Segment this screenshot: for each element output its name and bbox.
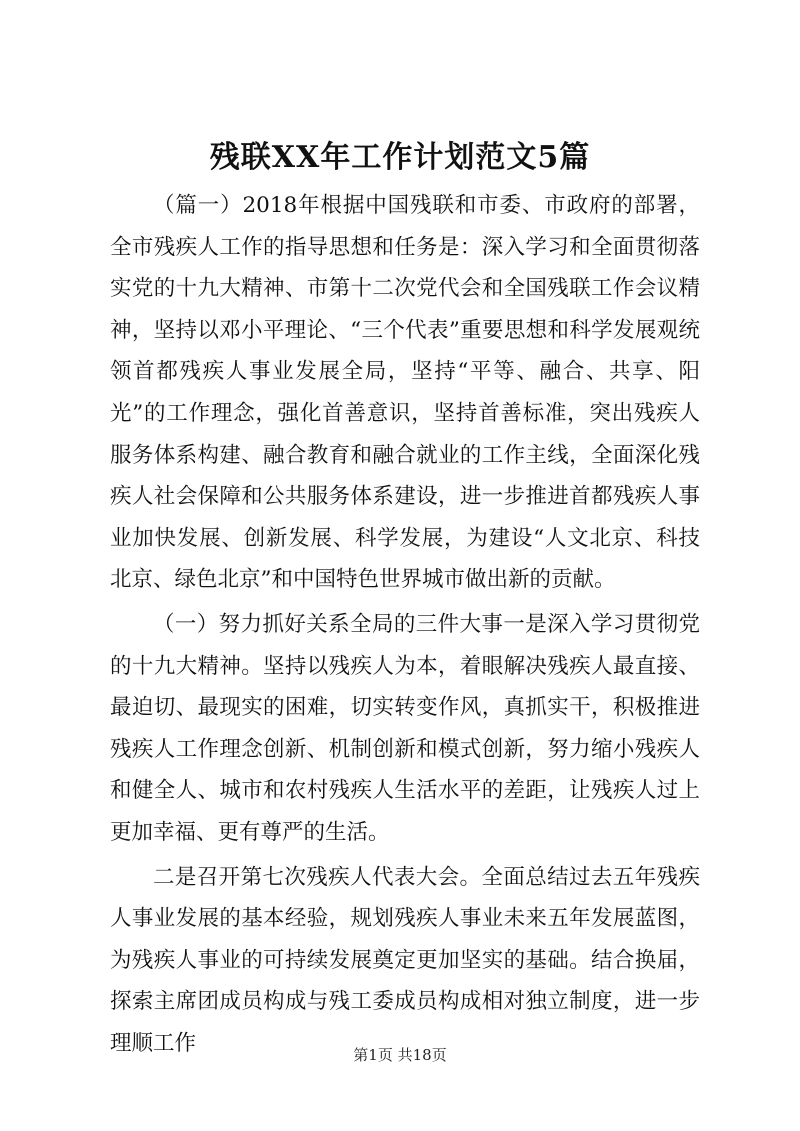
page-number-footer: 第1页 共18页 — [353, 1046, 447, 1064]
document-body — [110, 185, 700, 1064]
paragraph-3: 二是召开第七次残疾人代表大会。全面总结过去五年残疾人事业发展的基本经验，规划残疾人事业未来五年发展蓝图，为残疾人事业的可持续发展奠定更加坚实的基础。结合换届，探索主席团成员构成与残工委成员构成相对独立制度，进一步理顺工作 — [110, 864, 700, 1056]
paragraph-2: （一）努力抓好关系全局的三件大事一是深入学习贯彻党的十九大精神。坚持以残疾人为本，着眼解决残疾人最直接、最迫切、最现实的困难，切实转变作风，真抓实干，积极推进残疾人工作理念创新、机制创新和模式创新，努力缩小残疾人和健全人、城市和农村残疾人生活水平的差距，让残疾人过上更加幸福、更有尊严的生活。 — [110, 611, 700, 845]
paragraph-1: （篇一）2018年根据中国残联和市委、市政府的部署，全市残疾人工作的指导思想和任务是：深入学习和全面贯彻落实党的十九大精神、市第十二次党代会和全国残联工作会议精神，坚持以邓小平理论、“三个代表”重要思想和科学发展观统领首都残疾人事业发展全局，坚持“平等、融合、共享、阳光”的工作理念，强化首善意识，坚持首善标准，突出残疾人服务体系构建、融合教育和融合就业的工作主线，全面深化残疾人社会保障和公共服务体系建设，进一步推进首都残疾人事业加快发展、创新发展、科学发展，为建设“人文北京、科技北京、绿色北京”和中国特色世界城市做出新的贡献。 — [110, 193, 700, 593]
document-title: 残联XX年工作计划范文5篇 — [209, 140, 591, 175]
